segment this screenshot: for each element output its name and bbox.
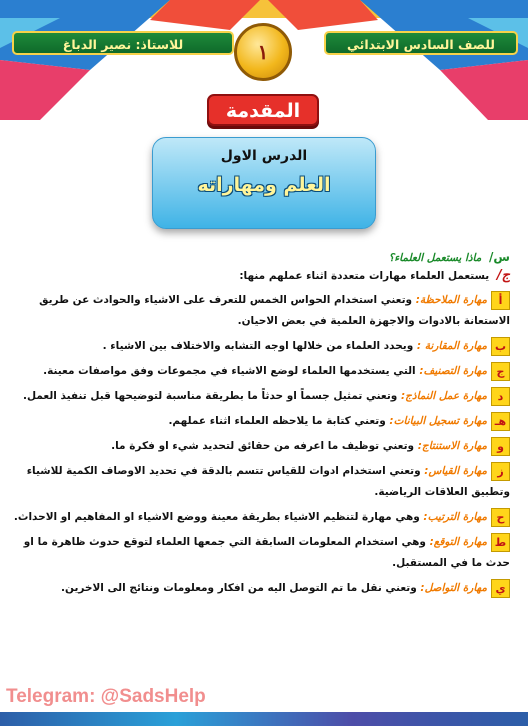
skill-name: مهارة التصنيف: <box>419 365 487 377</box>
lesson-content <box>12 248 510 599</box>
skill-description: وتعني استخدام الحواس الخمس للتعرف على الاشياء والحوادث عن طريق الاستعانة بالادوات والاجهزة العلمية في بعض الاحيان. <box>39 294 510 327</box>
skill-name: مهارة الاستنتاج: <box>417 440 487 452</box>
skill-description: التي يستخدمها العلماء لوضع الاشياء في مجموعات وفق مواصفات معينة. <box>43 365 420 377</box>
skill-letter-badge: ي <box>491 579 510 598</box>
question-letter: س/ <box>489 250 510 264</box>
skill-item <box>12 436 510 457</box>
skill-letter-badge: ح <box>491 508 510 527</box>
skill-description: وتعني كتابة ما يلاحظه العلماء اثناء عملهم. <box>168 415 390 427</box>
skill-description: وهي مهارة لتنظيم الاشياء بطريقة معينة ووضع الاشياء او المفاهيم او الاحداث. <box>13 511 424 523</box>
skill-item <box>12 411 510 432</box>
skill-description: وتعني استخدام ادوات للقياس تتسم بالدقة في تحديد الاوصاف الكمية للاشياء وتطبيق العلاقات الرياضية. <box>26 465 510 498</box>
skill-letter-badge: ب <box>491 337 510 356</box>
lesson-number: الدرس الاول <box>220 148 308 164</box>
skill-letter-badge: ز <box>491 462 510 481</box>
watermark: Telegram: @SadsHelp <box>6 686 206 707</box>
skill-item <box>12 532 510 574</box>
skill-name: مهارة الملاحظة: <box>415 294 487 306</box>
skill-name: مهارة التوقع: <box>429 536 487 548</box>
skill-item <box>12 507 510 528</box>
skill-letter-badge: أ <box>491 291 510 310</box>
skill-name: مهارة التواصل: <box>420 582 487 594</box>
skill-letter-badge: د <box>491 387 510 406</box>
skill-item <box>12 336 510 357</box>
grade-banner <box>324 31 518 55</box>
skill-name: مهارة تسجيل البيانات: <box>389 415 487 427</box>
skill-letter-badge: و <box>491 437 510 456</box>
page-number: ١ <box>257 40 269 64</box>
skill-item <box>12 386 510 407</box>
skill-description: ويحدد العلماء من خلالها اوجه التشابه والاختلاف بين الاشياء . <box>102 340 417 352</box>
bottom-decoration-bar <box>0 712 528 726</box>
answer-line <box>12 266 510 286</box>
skill-list <box>12 290 510 599</box>
answer-intro: يستعمل العلماء مهارات متعددة اثناء عملهم منها: <box>239 270 490 282</box>
skill-item <box>12 290 510 332</box>
skill-item <box>12 578 510 599</box>
skill-letter-badge: ج <box>491 362 510 381</box>
section-title: المقدمة <box>207 94 319 126</box>
skill-description: وتعني نقل ما تم التوصل اليه من افكار ومعلومات ونتائج الى الاخرين. <box>61 582 421 594</box>
skill-letter-badge: هـ <box>491 412 510 431</box>
teacher-label: للاستاذ: نصير الدباغ <box>62 37 184 52</box>
skill-description: وتعني تمثيل جسماً او حدثاً ما بطريقة مناسبة لتوضيحها قبل تنفيذ العمل. <box>23 390 401 402</box>
grade-label: للصف السادس الابتدائي <box>347 37 495 52</box>
lesson-card <box>152 137 376 229</box>
page-number-medal <box>234 23 292 81</box>
lesson-name: العلم ومهاراته <box>197 174 331 196</box>
answer-letter: ج/ <box>496 268 510 283</box>
skill-item <box>12 361 510 382</box>
question-text: ماذا يستعمل العلماء؟ <box>388 252 482 264</box>
question-line <box>12 248 510 266</box>
skill-name: مهارة عمل النماذج: <box>400 390 487 402</box>
skill-name: مهارة القياس: <box>424 465 487 477</box>
skill-name: مهارة المقارنة : <box>416 340 487 352</box>
skill-description: وهي استخدام المعلومات السابقة التي جمعها العلماء لتوقع حدوث ظاهرة ما او حدث ما في المستقبل. <box>23 536 510 569</box>
skill-name: مهارة الترتيب: <box>423 511 487 523</box>
skill-letter-badge: ط <box>491 533 510 552</box>
teacher-banner <box>12 31 234 55</box>
skill-description: وتعني توظيف ما اعرفه من حقائق لتحديد شيء او فكرة ما. <box>111 440 418 452</box>
skill-item <box>12 461 510 503</box>
